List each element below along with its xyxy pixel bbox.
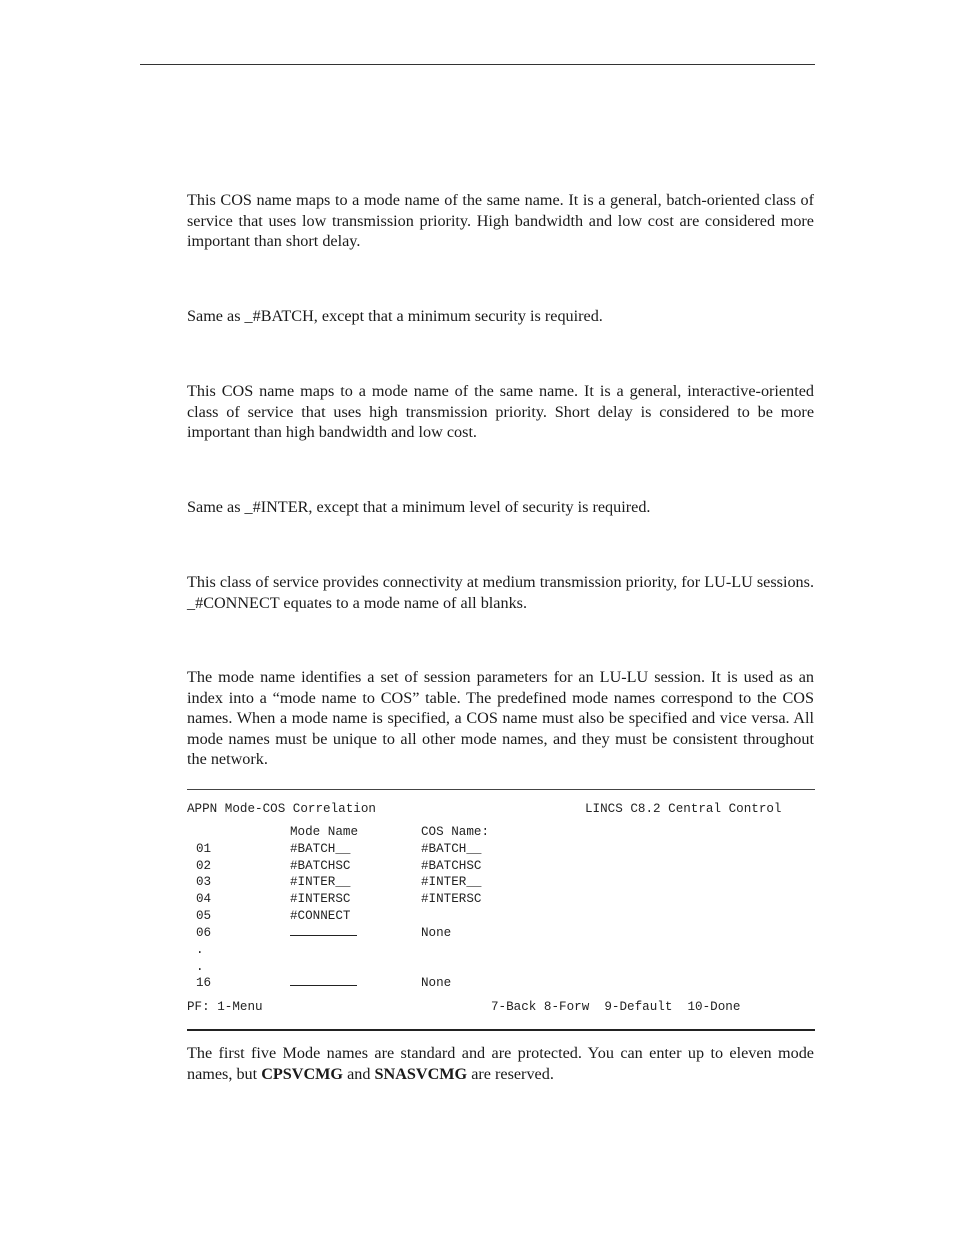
column-header-cos: COS Name:	[421, 825, 490, 839]
row-ellipsis: .	[196, 943, 204, 957]
reserved-name-snasvcmg: SNASVCMG	[374, 1064, 468, 1083]
row-ellipsis: .	[196, 960, 204, 974]
cos-name-field: #BATCHSC	[421, 859, 482, 873]
paragraph-batchsc: Same as _#BATCH, except that a minimum security is required.	[187, 307, 603, 325]
row-number: 05	[196, 909, 212, 923]
pf-function-keys[interactable]: 7-Back 8-Forw 9-Default 10-Done	[491, 1000, 741, 1014]
cos-name-field[interactable]: None	[421, 976, 452, 990]
paragraph-intersc: Same as _#INTER, except that a minimum level of security is required.	[187, 498, 651, 516]
paragraph-connect: This class of service provides connectivity at medium transmission priority, for LU-LU sessions. _#CONNECT equates to a mode name of all blanks.	[187, 573, 814, 612]
row-number: 16	[196, 976, 212, 990]
cos-name-field: #BATCH__	[421, 842, 482, 856]
paragraph-batch: This COS name maps to a mode name of the same name. It is a general, batch-oriented class of service that uses low transmission priority. High bandwidth and low cost are considered more important than short delay.	[187, 191, 814, 251]
pf-menu-key[interactable]: PF: 1-Menu	[187, 1000, 263, 1014]
cos-name-field: #INTER__	[421, 875, 482, 889]
mode-name-field: #INTERSC	[290, 892, 351, 906]
mode-name-field: #BATCHSC	[290, 859, 351, 873]
cos-name-field[interactable]: None	[421, 926, 452, 940]
mode-name-input[interactable]	[290, 975, 357, 991]
text-span: and	[343, 1064, 375, 1083]
row-number: 06	[196, 926, 212, 940]
mode-name-input[interactable]	[290, 925, 357, 941]
row-number: 04	[196, 892, 212, 906]
mode-name-field: #BATCH__	[290, 842, 351, 856]
mode-name-field: #INTER__	[290, 875, 351, 889]
column-header-mode: Mode Name	[290, 825, 359, 839]
header-rule	[140, 64, 815, 65]
row-number: 02	[196, 859, 212, 873]
mode-name-field: #CONNECT	[290, 909, 351, 923]
paragraph-mode-name: The mode name identifies a set of session parameters for an LU-LU session. It is used as an index into a “mode name to COS” table. The predefined mode names correspond to the COS names. When a mode name is specified, a COS name must also be specified and vice versa. All mode names must be unique to all other mode names, and they must be consistent throughout the network.	[187, 668, 814, 769]
cos-name-field: #INTERSC	[421, 892, 482, 906]
text-span: are reserved.	[467, 1064, 554, 1083]
paragraph-inter: This COS name maps to a mode name of the same name. It is a general, interactive-oriented class of service that uses high transmission priority. Short delay is considered to be more important than high bandwidth and low cost.	[187, 382, 814, 442]
appn-mode-cos-screen	[187, 789, 815, 1031]
reserved-name-cpsvcmg: CPSVCMG	[261, 1064, 344, 1083]
paragraph-reserved-names	[187, 1043, 814, 1084]
row-number: 03	[196, 875, 212, 889]
text-span: The first five Mode names are standard and are protected. You can enter up to eleven mode names, but	[187, 1044, 814, 1083]
row-number: 01	[196, 842, 212, 856]
screen-product: LINCS C8.2 Central Control	[585, 802, 782, 816]
screen-title: APPN Mode-COS Correlation	[187, 802, 376, 816]
